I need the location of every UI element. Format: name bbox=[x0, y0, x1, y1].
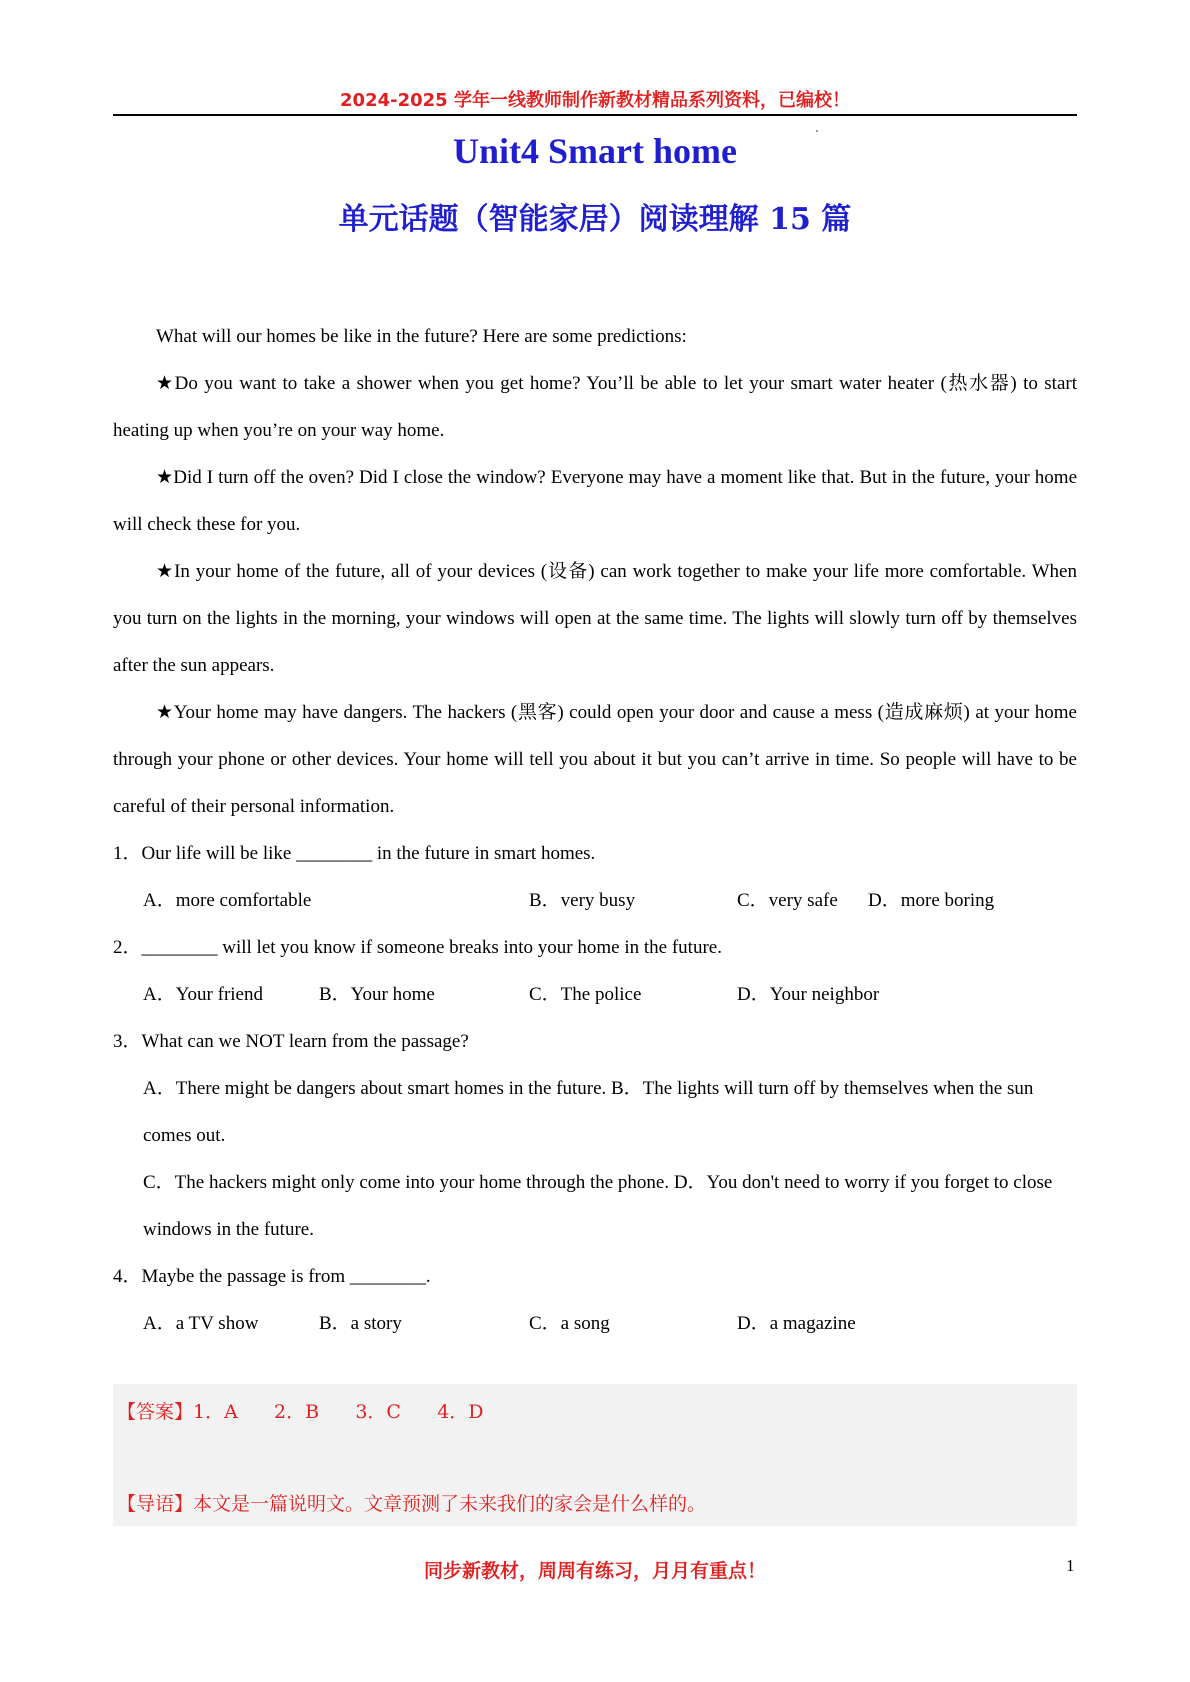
question-2-option-c[interactable]: C．The police bbox=[529, 984, 642, 1005]
question-2-option-a[interactable]: A．Your friend bbox=[143, 984, 263, 1005]
passage-paragraph-2: ★Did I turn off the oven? Did I close the window? Everyone may have a moment like that. But in the future, your home will check these for you. bbox=[113, 467, 1077, 535]
page-number: 1 bbox=[1066, 1556, 1075, 1575]
passage-intro: What will our homes be like in the future? Here are some predictions: bbox=[156, 326, 687, 347]
passage-paragraph-4: ★Your home may have dangers. The hackers (黑客) could open your door and cause a mess (造成麻烦) at your home through your phone or other devices. Your home will tell you about it but you can’t arrive in time. So people will have to be careful of their personal information. bbox=[113, 702, 1077, 817]
document-title: Unit4 Smart home bbox=[453, 131, 737, 171]
answer-box bbox=[113, 1384, 1077, 1526]
footer-note: 同步新教材，周周有练习，月月有重点！ bbox=[423, 1560, 766, 1582]
question-4-option-a[interactable]: A．a TV show bbox=[143, 1313, 259, 1334]
question-4-options bbox=[113, 1300, 1077, 1347]
header-rule bbox=[113, 114, 1077, 116]
question-4-option-c[interactable]: C．a song bbox=[529, 1313, 610, 1334]
question-2-option-d[interactable]: D．Your neighbor bbox=[737, 984, 880, 1005]
question-1-option-a[interactable]: A．more comfortable bbox=[143, 890, 312, 911]
answer-key: 【答案】1．A 2．B 3．C 4．D bbox=[117, 1401, 484, 1423]
question-3-stem: 3．What can we NOT learn from the passage? bbox=[113, 1031, 469, 1052]
answer-guide: 【导语】本文是一篇说明文。文章预测了未来我们的家会是什么样的。 bbox=[117, 1493, 707, 1515]
question-2-options bbox=[113, 971, 1077, 1018]
question-4-option-b[interactable]: B．a story bbox=[319, 1313, 402, 1334]
question-1-option-b[interactable]: B．very busy bbox=[529, 890, 636, 911]
passage-paragraph-3: ★In your home of the future, all of your devices (设备) can work together to make your life more comfortable. When you turn on the lights in the morning, your windows will open at the same time. The lights will slowly turn off by themselves after the sun appears. bbox=[113, 561, 1077, 676]
question-4-option-d[interactable]: D．a magazine bbox=[737, 1313, 856, 1334]
passage-paragraph-1: ★Do you want to take a shower when you get home? You’ll be able to let your smart water heater (热水器) to start heating up when you’re on your way home. bbox=[113, 373, 1077, 441]
question-3-options-ab[interactable]: A．There might be dangers about smart homes in the future. B．The lights will turn off by themselves when the sun comes out. bbox=[143, 1078, 1034, 1146]
reading-content bbox=[113, 313, 1077, 1347]
question-2-stem: 2．________ will let you know if someone breaks into your home in the future. bbox=[113, 937, 722, 958]
document-subtitle: 单元话题（智能家居）阅读理解 15 篇 bbox=[338, 202, 852, 237]
question-3-options-cd[interactable]: C．The hackers might only come into your home through the phone. D．You don't need to worry if you forget to close windows in the future. bbox=[143, 1172, 1053, 1240]
question-1-options bbox=[113, 877, 1077, 924]
question-1-option-c[interactable]: C．very safe bbox=[737, 890, 838, 911]
header-note: 2024-2025 学年一线教师制作新教材精品系列资料，已编校！ bbox=[340, 90, 850, 111]
question-1-option-d[interactable]: D．more boring bbox=[868, 890, 995, 911]
question-1-stem: 1．Our life will be like ________ in the future in smart homes. bbox=[113, 843, 596, 864]
question-4-stem: 4．Maybe the passage is from ________. bbox=[113, 1266, 431, 1287]
question-2-option-b[interactable]: B．Your home bbox=[319, 984, 435, 1005]
